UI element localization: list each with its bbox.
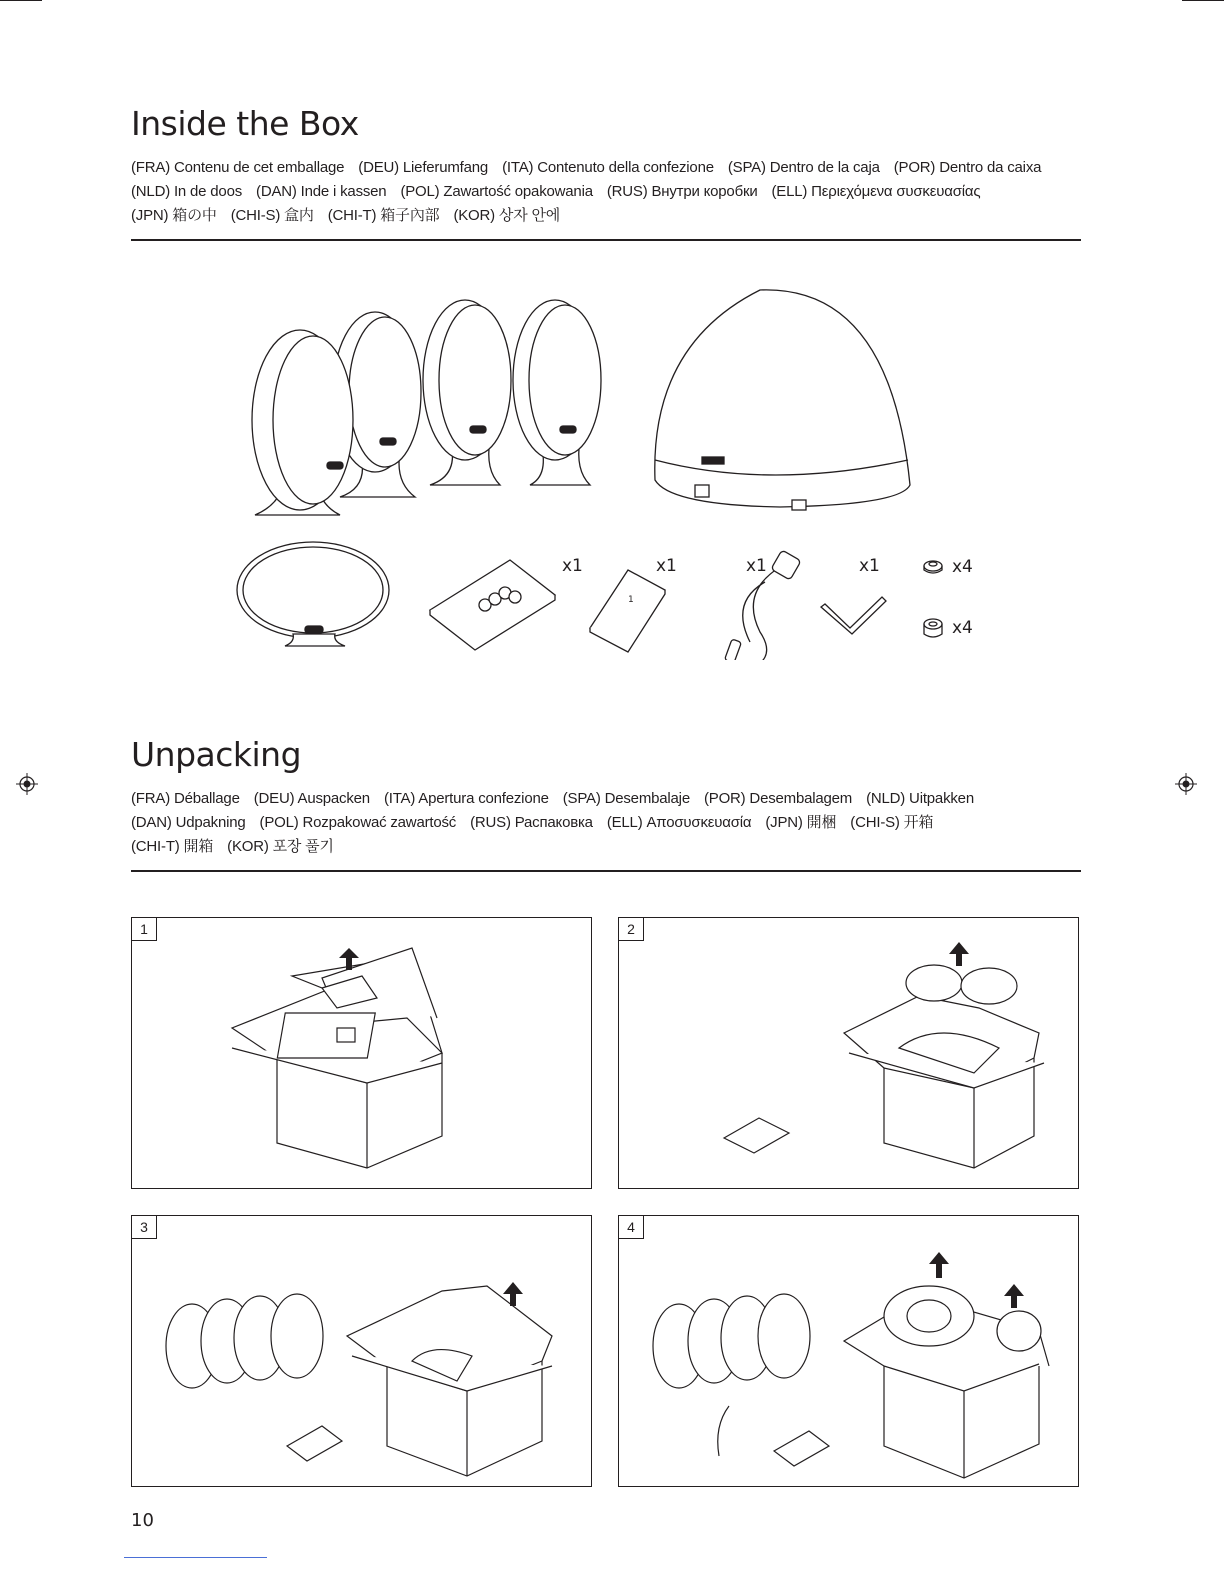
- translation-por: (POR) Desembalagem: [703, 790, 853, 807]
- quantity-label: x1: [656, 556, 677, 576]
- translation-spa: (SPA) Desembalaje: [562, 790, 690, 807]
- translation-chi-t: (CHI-T) 開箱: [131, 838, 214, 855]
- footer-line: [124, 1557, 267, 1558]
- translation-nld: (NLD) In de doos: [131, 183, 243, 200]
- translation-fra: (FRA) Déballage: [131, 790, 240, 807]
- translation-kor: (KOR) 상자 안에: [453, 207, 561, 224]
- translation-ita: (ITA) Contenuto della confezione: [502, 159, 714, 176]
- quantity-label: x4: [952, 557, 973, 577]
- crop-mark: [1182, 0, 1224, 1]
- satellite-speaker-icon: [252, 330, 353, 515]
- translation-pol: (POL) Zawartość opakowania: [400, 183, 593, 200]
- translation-kor: (KOR) 포장 풀기: [227, 838, 334, 855]
- box-open-illustration: [132, 918, 593, 1190]
- box-open-illustration: [619, 918, 1080, 1190]
- satellite-speaker-icon: [513, 300, 601, 485]
- translation-ell: (ELL) Περιεχόμενα συσκευασίας: [771, 183, 981, 200]
- step-number: 4: [619, 1216, 644, 1239]
- translation-spa: (SPA) Dentro de la caja: [727, 159, 880, 176]
- translation-ell: (ELL) Αποσυσκευασία: [606, 814, 752, 831]
- user-manual-icon: [430, 560, 555, 650]
- box-contents-illustration: [220, 280, 1000, 660]
- section-divider: [131, 870, 1081, 872]
- subwoofer-icon: [655, 290, 910, 510]
- translation-rus: (RUS) Внутри коробки: [606, 183, 758, 200]
- svg-text:1: 1: [628, 595, 634, 605]
- section-title-unpacking: Unpacking: [131, 735, 302, 774]
- translation-dan: (DAN) Inde i kassen: [256, 183, 387, 200]
- translation-dan: (DAN) Udpakning: [131, 814, 246, 831]
- translation-chi-s: (CHI-S) 开箱: [850, 814, 934, 831]
- translation-deu: (DEU) Lieferumfang: [358, 159, 489, 176]
- allen-key-icon: [821, 597, 886, 634]
- box-open-illustration: [619, 1216, 1080, 1488]
- unpacking-step-4: [618, 1215, 1079, 1487]
- translation-chi-s: (CHI-S) 盒内: [230, 207, 314, 224]
- box-open-illustration: [132, 1216, 593, 1488]
- quantity-label: x1: [562, 556, 583, 576]
- translation-deu: (DEU) Auspacken: [253, 790, 370, 807]
- section-divider: [131, 239, 1081, 241]
- unpacking-step-3: [131, 1215, 592, 1487]
- quantity-label: x1: [859, 556, 880, 576]
- rubber-foot-icon: [924, 561, 942, 573]
- section-title-inside-box: Inside the Box: [131, 104, 359, 143]
- unpacking-translations: [131, 787, 1091, 859]
- translation-ita: (ITA) Apertura confezione: [383, 790, 549, 807]
- satellite-speaker-icon: [423, 300, 511, 485]
- registration-mark-icon: [16, 773, 38, 795]
- warranty-booklet-icon: [590, 570, 665, 652]
- step-number: 1: [132, 918, 157, 941]
- rubber-foot-icon: [924, 619, 942, 637]
- unpacking-step-1: [131, 917, 592, 1189]
- quantity-label: x1: [746, 556, 767, 576]
- inside-box-translations: [131, 156, 1091, 228]
- translation-nld: (NLD) Uitpakken: [866, 790, 974, 807]
- translation-jpn: (JPN) 箱の中: [131, 207, 217, 224]
- crop-mark: [0, 0, 42, 1]
- unpacking-step-2: [618, 917, 1079, 1189]
- step-number: 3: [132, 1216, 157, 1239]
- translation-por: (POR) Dentro da caixa: [893, 159, 1042, 176]
- page-number: 10: [131, 1510, 154, 1531]
- translation-chi-t: (CHI-T) 箱子內部: [327, 207, 440, 224]
- translation-fra: (FRA) Contenu de cet emballage: [131, 159, 345, 176]
- quantity-label: x4: [952, 618, 973, 638]
- registration-mark-icon: [1175, 773, 1197, 795]
- translation-rus: (RUS) Распаковка: [470, 814, 593, 831]
- step-number: 2: [619, 918, 644, 941]
- translation-pol: (POL) Rozpakować zawartość: [259, 814, 457, 831]
- speaker-grille-icon: [237, 542, 389, 646]
- translation-jpn: (JPN) 開梱: [765, 814, 837, 831]
